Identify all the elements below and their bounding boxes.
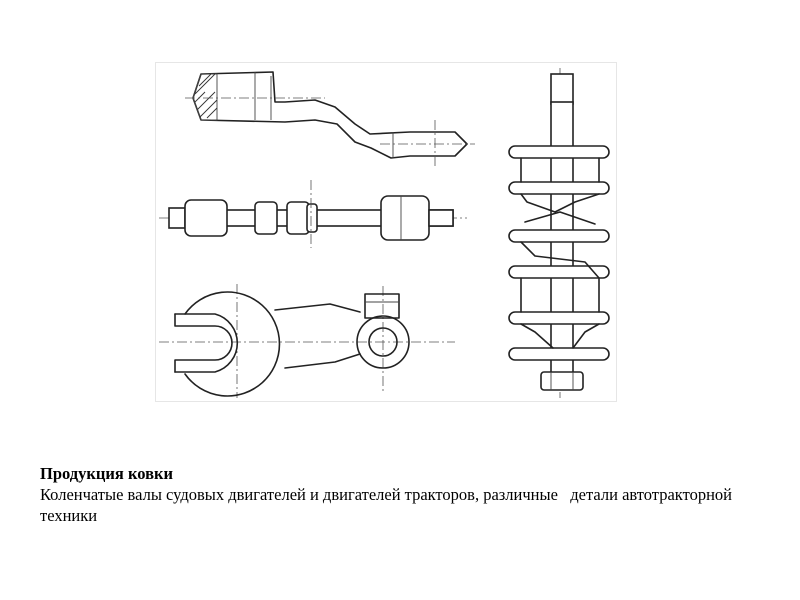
stepped-shaft-part — [159, 180, 467, 248]
crankshaft-part — [509, 68, 609, 398]
forging-products-drawing — [155, 62, 617, 402]
fork-lever-part — [159, 284, 455, 398]
cranked-bar-part — [185, 72, 475, 166]
caption-text: Коленчатые валы судовых двигателей и двигателей тракторов, различные детали автотракторной техники — [40, 485, 737, 525]
caption-block — [40, 463, 760, 526]
caption-title: Продукция ковки — [40, 464, 174, 483]
